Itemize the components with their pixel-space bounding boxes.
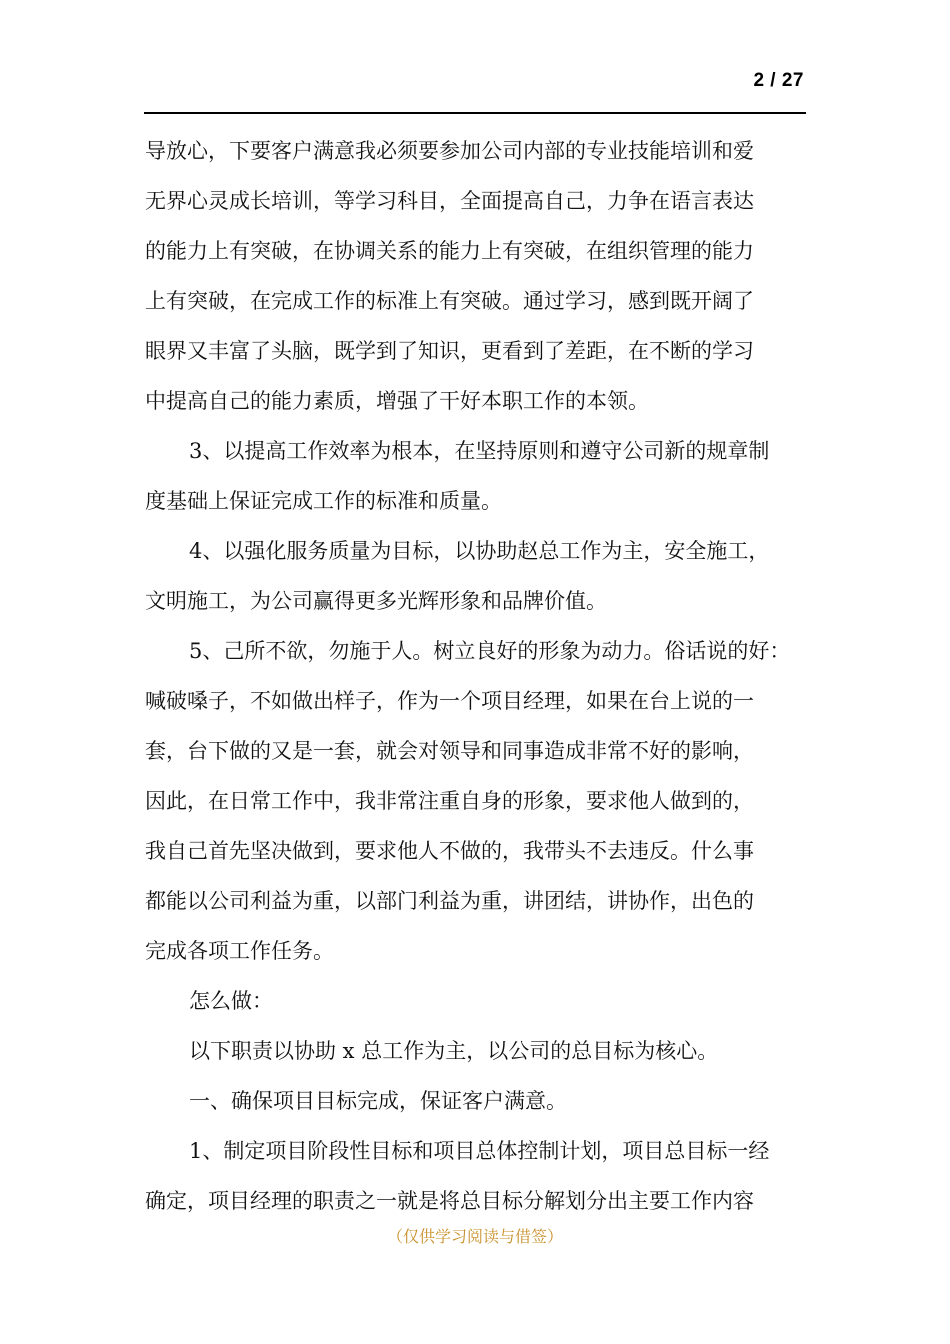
text-line: 喊破嗓子，不如做出样子，作为一个项目经理，如果在台上说的一 [145,689,754,713]
text-line: 4、以强化服务质量为目标，以协助赵总工作为主，安全施工， [189,539,770,563]
text-line: 1、制定项目阶段性目标和项目总体控制计划，项目总目标一经 [189,1139,770,1163]
text-line: 我自己首先坚决做到，要求他人不做的，我带头不去违反。什么事 [145,839,754,863]
text-line: 度基础上保证完成工作的标准和质量。 [145,489,502,513]
footer-note: （仅供学习阅读与借签） [386,1227,563,1246]
text-line: 文明施工，为公司赢得更多光辉形象和品牌价值。 [145,589,607,613]
text-line: 完成各项工作任务。 [145,939,334,963]
text-line: 中提高自己的能力素质，增强了干好本职工作的本领。 [145,389,649,413]
text-line: 导放心，下要客户满意我必须要参加公司内部的专业技能培训和爱 [145,139,754,163]
header-divider [144,112,806,114]
text-line: 因此，在日常工作中，我非常注重自身的形象，要求他人做到的， [145,789,754,813]
text-line: 怎么做： [189,989,273,1013]
text-line: 3、以提高工作效率为根本，在坚持原则和遵守公司新的规章制 [189,439,770,463]
text-line: 的能力上有突破，在协调关系的能力上有突破，在组织管理的能力 [145,239,754,263]
text-line: 套，台下做的又是一套，就会对领导和同事造成非常不好的影响， [145,739,754,763]
text-line: 上有突破，在完成工作的标准上有突破。通过学习，感到既开阔了 [145,289,754,313]
text-line: 5、己所不欲，勿施于人。树立良好的形象为动力。俗话说的好： [189,639,791,663]
page-number: 2 / 27 [753,70,804,91]
document-body [145,126,807,1226]
text-line: 眼界又丰富了头脑，既学到了知识，更看到了差距，在不断的学习 [145,339,754,363]
text-line: 确定，项目经理的职责之一就是将总目标分解划分出主要工作内容 [145,1189,754,1213]
text-line: 都能以公司利益为重，以部门利益为重，讲团结，讲协作，出色的 [145,889,754,913]
text-line: 无界心灵成长培训，等学习科目，全面提高自己，力争在语言表达 [145,189,754,213]
text-line: 以下职责以协助 x 总工作为主，以公司的总目标为核心。 [189,1039,719,1063]
text-line: 一、确保项目目标完成，保证客户满意。 [189,1089,567,1113]
